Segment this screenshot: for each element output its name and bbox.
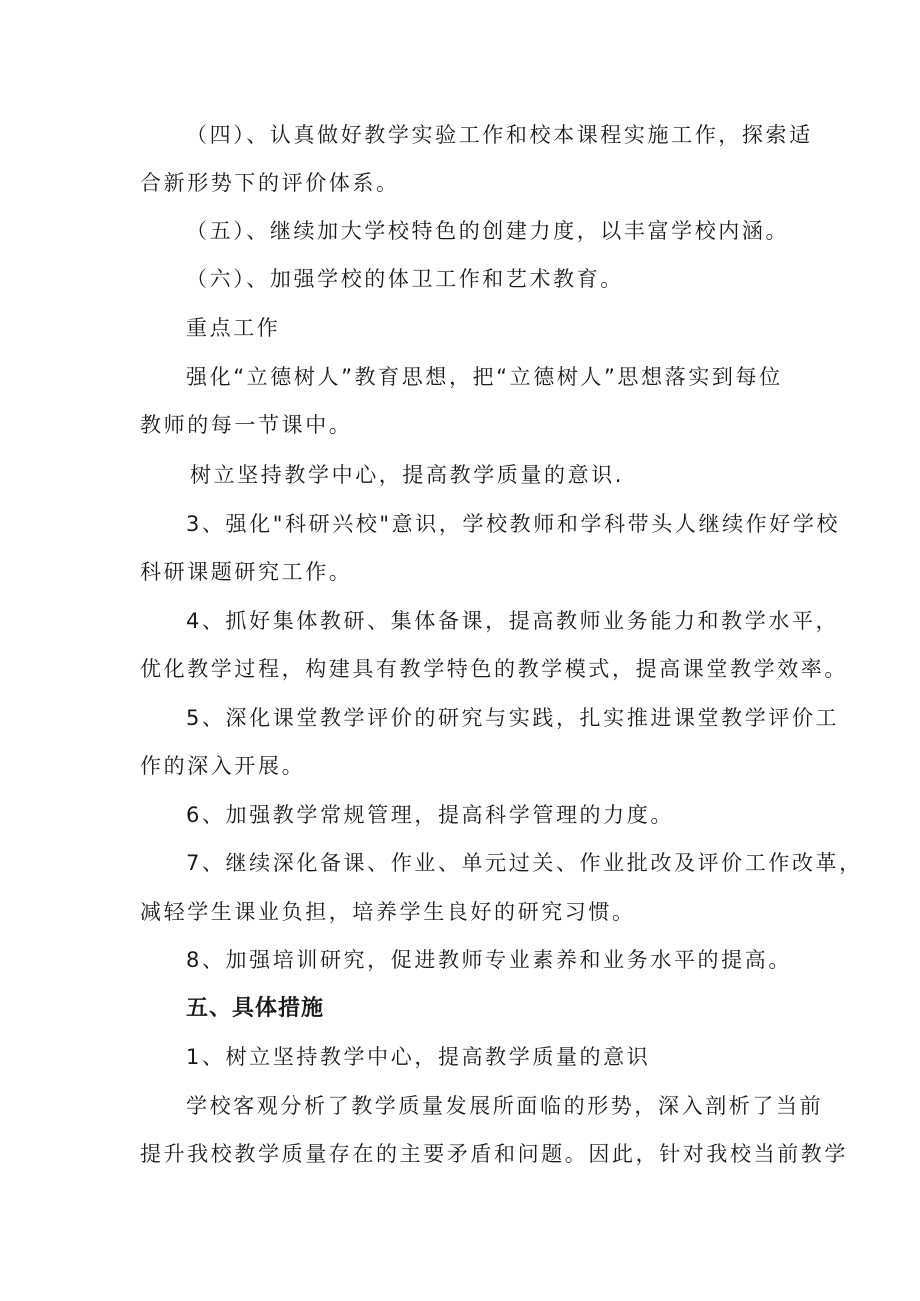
paragraph-line: 5、深化课堂教学评价的研究与实践，扎实推进课堂教学评价工 [186,706,840,730]
paragraph-line: 教师的每一节课中。 [140,413,353,437]
paragraph-line: 8、加强培训研究，促进教师专业素养和业务水平的提高。 [186,948,792,972]
paragraph-line: 树立坚持教学中心，提高教学质量的意识. [190,463,625,487]
paragraph-line: 提升我校教学质量存在的主要矛盾和问题。因此，针对我校当前教学 [140,1142,848,1166]
paragraph-line: 强化“立德树人”教育思想，把“立德树人”思想落实到每位 [186,365,783,389]
paragraph-line: 减轻学生课业负担，培养学生良好的研究习惯。 [140,900,636,924]
paragraph-line: （六）、加强学校的体卫工作和艺术教育。 [186,267,624,291]
paragraph-line: 3、强化"科研兴校"意识，学校教师和学科带头人继续作好学校 [186,512,841,536]
paragraph-line: 作的深入开展。 [140,754,306,778]
subsection-heading: 1、树立坚持教学中心，提高教学质量的意识 [186,1045,651,1069]
section-subheading: 重点工作 [186,316,281,340]
paragraph-line: 6、加强教学常规管理，提高科学管理的力度。 [186,803,674,827]
paragraph-line: 学校客观分析了教学质量发展所面临的形势，深入剖析了当前 [186,1094,824,1118]
paragraph-line: 7、继续深化备课、作业、单元过关、作业批改及评价工作改革， [186,851,863,875]
paragraph-line: 4、抓好集体教研、集体备课，提高教师业务能力和教学水平， [186,609,840,633]
paragraph-line: 科研课题研究工作。 [140,560,353,584]
paragraph-line: （四）、认真做好教学实验工作和校本课程实施工作，探索适 [186,123,813,147]
paragraph-line: （五）、继续加大学校特色的创建力度，以丰富学校内涵。 [186,219,790,243]
paragraph-line: 合新形势下的评价体系。 [140,171,400,195]
section-heading: 五、具体措施 [186,996,325,1021]
paragraph-line: 优化教学过程，构建具有教学特色的教学模式，提高课堂教学效率。 [140,657,848,681]
